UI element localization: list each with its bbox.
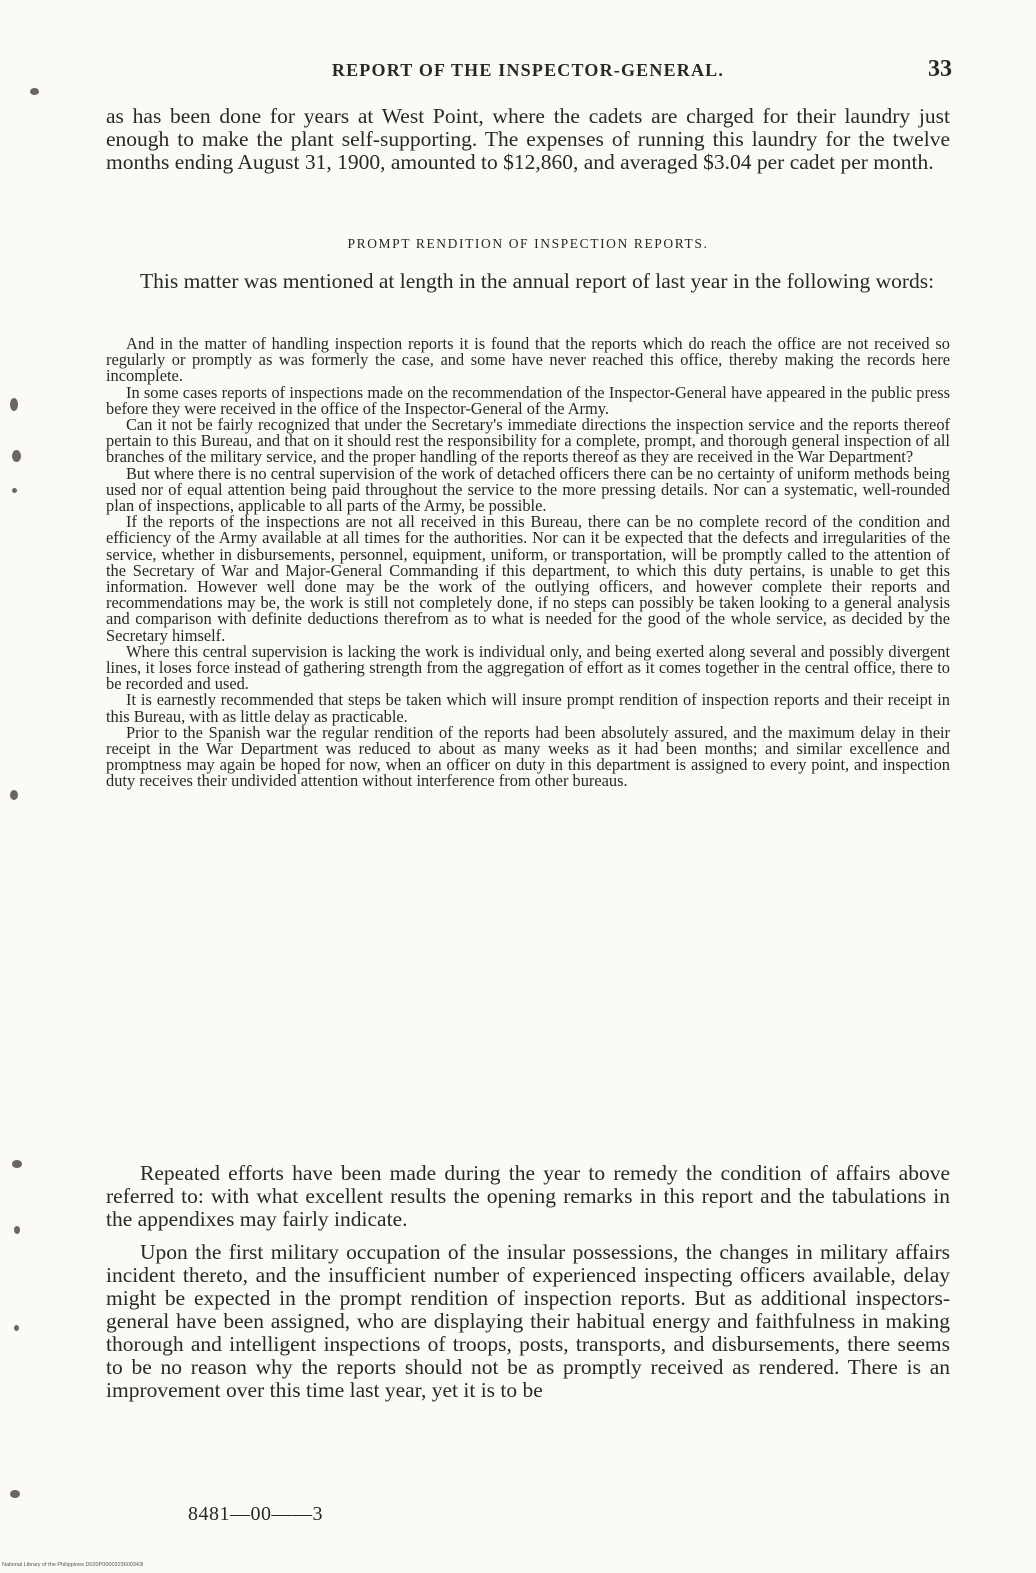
quoted-block bbox=[106, 336, 950, 790]
page-number: 33 bbox=[928, 56, 952, 82]
scan-speck bbox=[30, 88, 39, 95]
scan-speck bbox=[14, 1226, 20, 1234]
library-watermark: National Library of the Philippines D020P0000323600343l bbox=[2, 1562, 144, 1568]
scan-speck bbox=[12, 450, 21, 462]
scan-speck bbox=[12, 488, 17, 493]
quoted-paragraph-6: Where this central supervision is lacking the work is individual only, and being exerted along several and possibly divergent lines, it loses force instead of gathering strength from the aggregation of effort as it comes together in the central office, there to be recorded and used. bbox=[106, 641, 950, 694]
intro-block bbox=[106, 105, 950, 174]
quoted-paragraph-1: And in the matter of handling inspection reports it is found that the reports which do reach the office are not received so regularly or promptly as was formerly the case, and some have never reached this office, thereby making the records here incomplete. bbox=[106, 334, 950, 386]
closing-paragraph-2: Upon the first military occupation of the insular possessions, the changes in military affairs incident thereto, and the insufficient number of experienced inspecting officers available, delay might be expected in the prompt rendition of inspection reports. But as additional inspectors-general have been assigned, who are displaying their habitual energy and faithfulness in making thorough and intelligent inspections of troops, posts, transports, and disbursements, there seems to be no reason why the reports should not be as promptly received as rendered. There is an improvement over this time last year, yet it is to be bbox=[106, 1240, 950, 1402]
running-head bbox=[104, 58, 952, 88]
signature-line: 8481—00——3 bbox=[188, 1503, 323, 1525]
lead-paragraph: This matter was mentioned at length in the annual report of last year in the following words: bbox=[140, 269, 935, 293]
scan-speck bbox=[14, 1325, 19, 1331]
scan-speck bbox=[10, 1490, 20, 1498]
quoted-paragraph-2: In some cases reports of inspections made on the recommendation of the Inspector-General have appeared in the public press before they were received in the office of the Inspector-General of the Army. bbox=[106, 382, 950, 418]
section-heading: PROMPT RENDITION OF INSPECTION REPORTS. bbox=[347, 236, 709, 251]
quoted-paragraph-4: But where there is no central supervision of the work of detached officers there can be no certainty of uniform methods being used nor of equal attention being paid throughout the service to the more pressing details. Nor can a systematic, well-rounded plan of inspections, applicable to all parts of the Army, be possible. bbox=[106, 463, 950, 516]
quoted-paragraph-8: Prior to the Spanish war the regular rendition of the reports had been absolutely assured, and the maximum delay in their receipt in the War Department was reduced to about as many weeks as it had been months; and similar excellence and promptness may again be hoped for now, when an officer on duty in this department is assigned to every point, and inspection duty receives their undivided attention without interference from other bureaus. bbox=[106, 722, 950, 791]
intro-paragraph: as has been done for years at West Point, where the cadets are charged for their laundry just enough to make the plant self-supporting. The expenses of running this laundry for the twelve months ending August 31, 1900, amounted to $12,860, and averaged $3.04 per cadet per month. bbox=[106, 104, 950, 174]
running-title: REPORT OF THE INSPECTOR-GENERAL. bbox=[331, 60, 725, 80]
quoted-paragraph-3: Can it not be fairly recognized that under the Secretary's immediate directions the inspection service and the reports thereof pertain to this Bureau, and that on it should rest the responsibility for a complete, prompt, and thorough general inspection of all branches of the military service, and the proper handling of the reports thereof as they are received in the War Department? bbox=[106, 415, 950, 467]
lead-block bbox=[106, 270, 950, 293]
closing-block bbox=[106, 1162, 950, 1402]
quoted-paragraph-7: It is earnestly recommended that steps be taken which will insure prompt rendition of inspection reports and their receipt in this Bureau, with as little delay as practicable. bbox=[106, 690, 950, 726]
scan-speck bbox=[10, 398, 18, 411]
quoted-paragraph-5: If the reports of the inspections are not all received in this Bureau, there can be no complete record of the condition and efficiency of the Army available at all times for the authorities. Nor can it be expected that the defects and irregularities of the service, whether in disbursements, personnel, equipment, uniform, or transportation, will be promptly called to the attention of the Secretary of War and Major-General Commanding if this department, to which this duty pertains, is unable to get this information. However well done may be the work of the outlying officers, and however complete their reports and recommendations may be, the work is still not completely done, if no steps can possibly be taken looking to a general analysis and comparison with definite deductions therefrom as to what is needed for the good of the whole service, as decided by the Secretary himself. bbox=[106, 512, 950, 645]
closing-paragraph-1: Repeated efforts have been made during the year to remedy the condition of affairs above referred to: with what excellent results the opening remarks in this report and the tabulations in the appendixes may fairly indicate. bbox=[106, 1161, 950, 1231]
scan-speck bbox=[10, 790, 18, 800]
scan-speck bbox=[12, 1160, 22, 1168]
